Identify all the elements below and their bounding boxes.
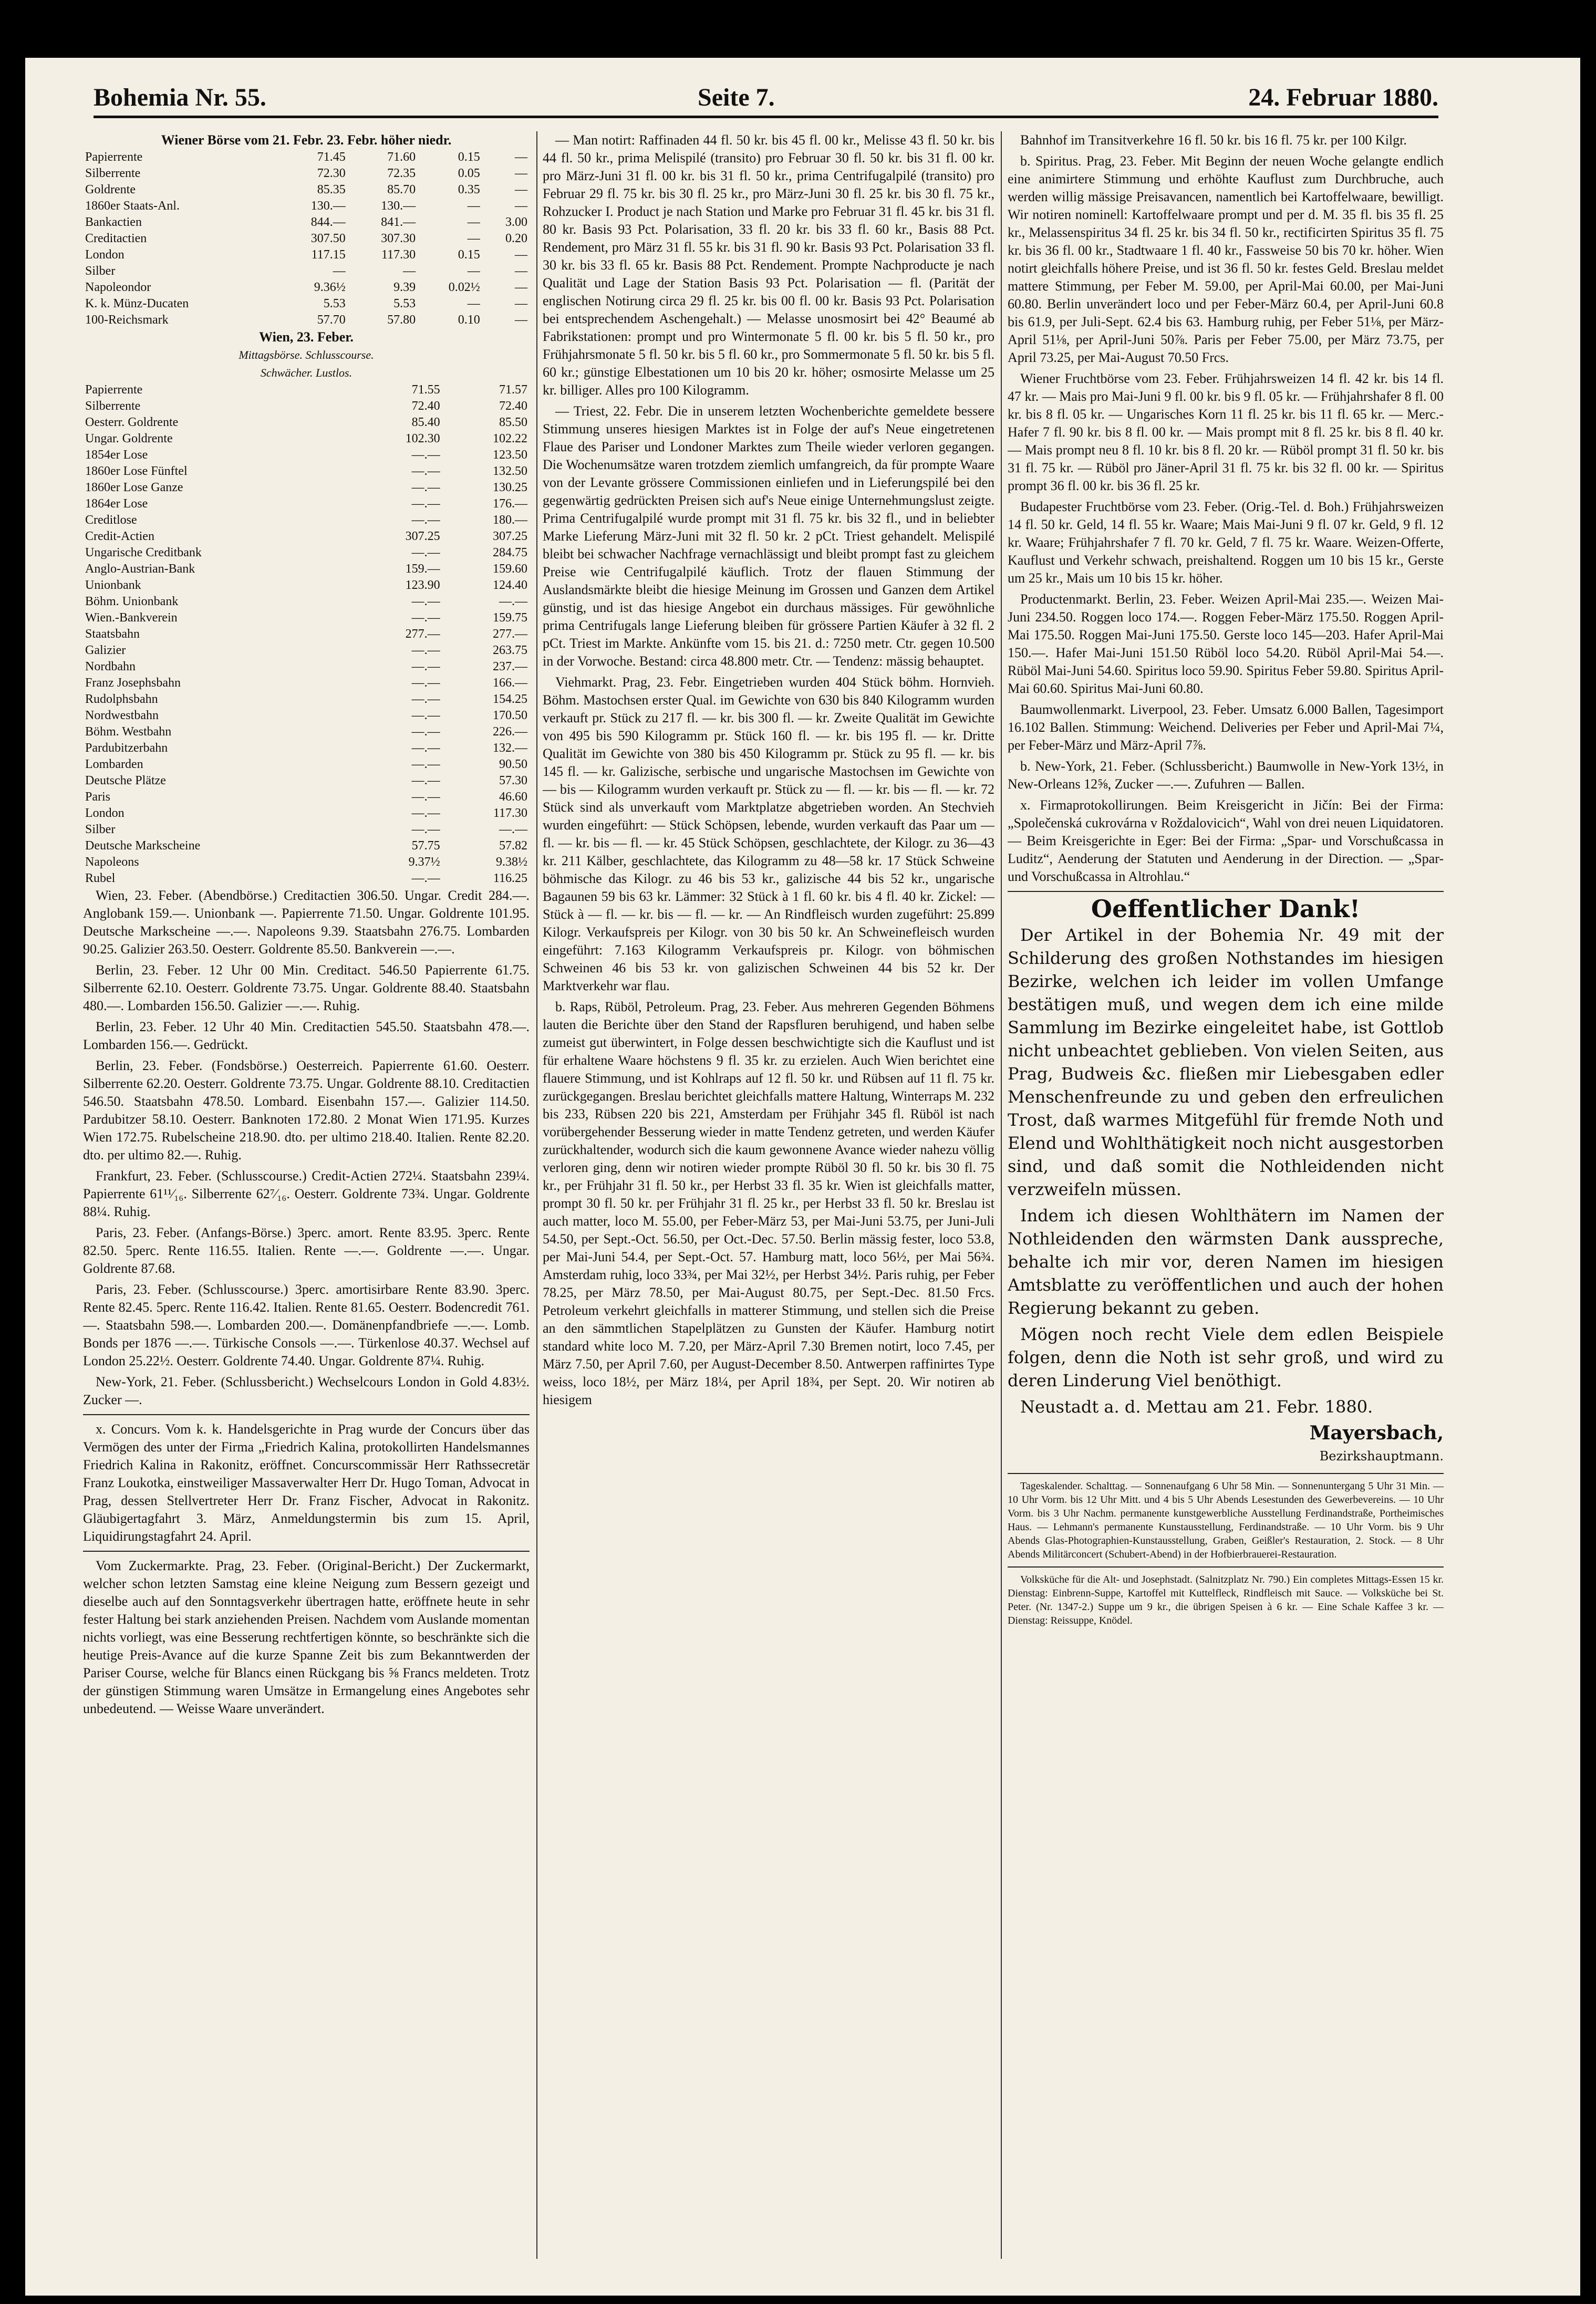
table-row: [83, 610, 530, 626]
table-row: [83, 382, 530, 398]
quote-value: 159.—: [405, 562, 440, 576]
quote-value: 132.50: [493, 464, 527, 478]
security-name: London: [85, 248, 125, 262]
security-name: 1860er Lose Fünftel: [85, 464, 188, 478]
table-row: [83, 398, 530, 414]
quote-value: 159.75: [493, 611, 527, 625]
security-name: 1860er Lose Ganze: [85, 481, 183, 494]
quote-value: —: [467, 232, 480, 245]
quote-value: —: [515, 264, 527, 278]
article-paragraph: b. New-York, 21. Feber. (Schlussbericht.) Baumwolle in New-York 13½, in New-Orleans 12⅝, Zucker —.—. Zufuhren — Ballen.: [1008, 759, 1444, 792]
public-thanks-place: Neustadt a. d. Mettau am 21. Febr. 1880.: [1020, 1397, 1373, 1417]
security-name: Goldrente: [85, 183, 136, 196]
wien-subtitle-2: Schwächer. Lustlos.: [260, 366, 353, 379]
article-paragraph: Productenmarkt. Berlin, 23. Feber. Weizen April-Mai 235.—. Weizen Mai-Juni 234.50. Roggen loco 174.—. Roggen Feber-März 175.50. Roggen April-Mai 175.50. Roggen Mai-Juni 175.50. Gerste loco 145—203. Hafer April-Mai 150.—. Hafer Mai-Juni 151.50 Rüböl loco 54.20. Rüböl April-Mai 54.—. Rüböl Mai-Juni 54.60. Spiritus loco 59.90. Spiritus Feber 59.80. Spiritus April-Mai 60.60. Spiritus Mai-Juni 60.80.: [1008, 591, 1444, 696]
quote-value: —.—: [411, 644, 440, 657]
quote-value: 132.—: [493, 741, 527, 755]
volkskueche-notice: Volksküche für die Alt- und Josephstadt. (Salnitzplatz Nr. 790.) Ein completes Mittags-Essen 15 kr. Dienstag: Einbrenn-Suppe, Kartoffel mit Kuttelfleck, Rindfleisch mit Sauce. — Volksküche bei St. Peter. (Nr. 1347-2.) Suppe um 9 kr., die übrigen Speisen à 6 kr. — Eine Schale Kaffee 3 kr. — Dienstag: Reissuppe, Knödel.: [1008, 1574, 1444, 1626]
article-paragraph: Wien, 23. Feber. (Abendbörse.) Creditactien 306.50. Ungar. Credit 284.—. Anglobank 159.—. Unionbank —. Papierrente 71.50. Ungar. Goldrente 101.95. Deutsche Markscheine —.—. Napoleons 9.39. Staatsbahn 276.75. Lombarden 90.25. Galizier 263.50. Oesterr. Goldrente 85.50. Bankverein —.—.: [83, 888, 530, 957]
quote-value: 90.50: [499, 757, 527, 771]
quote-value: —: [515, 313, 527, 327]
quote-value: —.—: [411, 595, 440, 608]
table-row: [83, 296, 530, 312]
quote-value: —.—: [411, 660, 440, 673]
quote-value: 117.30: [381, 248, 416, 262]
quote-value: 130.25: [493, 481, 527, 494]
divider: [1008, 1473, 1444, 1474]
security-name: Unionbank: [85, 578, 141, 592]
column-divider: [536, 131, 537, 2259]
quote-value: 85.35: [317, 183, 346, 196]
table-row: [83, 773, 530, 789]
article-paragraph: — Triest, 22. Febr. Die in unserem letzten Wochenberichte gemeldete bessere Stimmung unseres hiesigen Marktes ist in Folge der auf's Neue eingetretenen Flaue des Pariser und Londoner Marktes zum Theile wieder verloren gegangen. Die Wochenumsätze waren trotzdem ziemlich umfangreich, da für prompte Waare von der Levante grössere Commissionen einliefen und in Lieferungspilé bei den gegenwärtig gedrückten Preisen sich auf's Neue einige Unternehmungslust zeigte. Prima Centrifugalpilé wurde prompt mit 31 fl. 75 kr. bis 32 fl., und in beliebter Marke Lieferung März-Juni mit 32 fl. 50 kr. 2 pCt. Triest gehandelt. Melispilé bleibt bei schwacher Nachfrage vernachlässigt und bleibt prompt fast zu gleichem Preise wie Centrifugalpilé käuflich. Trotz der flauen Stimmung der Auslandsmärkte bleibt die hiesige Meinung im Grossen und Ganzen dem Artikel günstig, und ist das hiesige Angebot ein durchaus mässiges. Für gewöhnliche prima Centrifugals lange Lieferung bleiben für grössere Partien Käufer à 32 fl. 2 pCt. Triest im Markte. Ankünfte vom 15. bis 21. d.: 7250 metr. Ctr. gegen 10.500 in der Vorwoche. Bestand: circa 48.800 metr. Ctr. — Tendenz: mässig behauptet.: [543, 403, 994, 669]
security-name: 100-Reichsmark: [85, 313, 169, 327]
table-row: [83, 642, 530, 659]
security-name: Nordbahn: [85, 660, 136, 673]
quote-value: 85.40: [411, 416, 440, 429]
security-name: Silber: [85, 823, 116, 836]
column-1: [83, 131, 530, 2259]
quote-value: 9.37½: [408, 855, 440, 869]
wien-title: Wien, 23. Feber.: [259, 329, 354, 345]
quote-value: 0.20: [505, 232, 527, 245]
quote-value: 117.15: [311, 248, 346, 262]
issue-date: 24. Februar 1880.: [1248, 84, 1438, 111]
article-paragraph: Paris, 23. Feber. (Anfangs-Börse.) 3perc. amort. Rente 83.95. 3perc. Rente 82.50. 5perc. Rente 116.55. Italien. Rente —.—. Goldrente —.—. Ungar. Goldrente 87.68.: [83, 1225, 530, 1276]
quote-value: 166.—: [493, 676, 527, 690]
quote-value: —.—: [411, 676, 440, 690]
quote-value: —: [515, 297, 527, 310]
quote-value: —.—: [499, 823, 527, 836]
quote-value: —.—: [411, 725, 440, 739]
quote-value: —.—: [411, 611, 440, 625]
quote-value: —: [515, 248, 527, 262]
zuckermarkt-report: Vom Zuckermarkte. Prag, 23. Feber. (Original-Bericht.) Der Zuckermarkt, welcher schon letzten Samstag eine kleine Neigung zum Bessern gezeigt und dieselbe auch auf den Sonntagsverkehr übertragen hatte, eröffnete heute in sehr fester Haltung bei stark anziehenden Preisen. Nachdem vom Auslande momentan nichts vorliegt, was eine Besserung rechtfertigen könnte, so beschränkte sich die heutige Preis-Avance auf die kurze Spanne Zeit bis zum Bekanntwerden der Pariser Course, welche für Blancs einen Rückgang bis ⅝ Francs meldeten. Trotz der günstigen Stimmung waren Umsätze in Ermangelung eines Angebotes sehr unbedeutend. — Weisse Waare unverändert.: [83, 1558, 530, 1716]
table-row: [83, 594, 530, 610]
masthead-issue: Bohemia Nr. 55.: [94, 84, 266, 111]
quote-value: 123.90: [405, 578, 440, 592]
article-paragraph: Budapester Fruchtbörse vom 23. Feber. (Orig.-Tel. d. Boh.) Frühjahrsweizen 14 fl. 50 kr. Geld, 14 fl. 55 kr. Waare; Mais Mai-Juni 9 fl. 07 kr. Geld, 9 fl. 12 kr. Waare; Frühjahrshafer 7 fl. 70 kr. Geld, 7 fl. 75 kr. Waare. Weizen-Offerte, Kauflust und Verkehr schwach, preishaltend. Roggen um 10 bis 15 kr., Gerste um 25 kr., Mais um 10 bis 15 kr. höher.: [1008, 499, 1444, 586]
quote-value: —: [515, 281, 527, 294]
table-row: [83, 740, 530, 756]
quote-value: 3.00: [505, 215, 527, 229]
table-row: [83, 577, 530, 594]
quote-value: —.—: [411, 709, 440, 722]
quote-value: 0.15: [458, 248, 480, 262]
table-row: [83, 838, 530, 854]
quote-value: 57.30: [499, 774, 527, 787]
quote-value: 237.—: [493, 660, 527, 673]
tageskalender: Tageskalender. Schalttag. — Sonnenaufgang 6 Uhr 58 Min. — Sonnenuntergang 5 Uhr 31 Min. — 10 Uhr Vorm. bis 12 Uhr Mitt. und 4 bis 5 Uhr Abends Lesestunden des Gewerbevereins. — 10 Uhr Vorm. bis 3 Uhr Nachm. permanente kunstgewerbliche Ausstellung Ferdinandstraße, Portheimisches Haus. — Lehmann's permanente Kunstausstellung, Ferdinandstraße. — 10 Uhr Vorm. bis 9 Uhr Abends Glas-Photographien-Kunstausstellung, Graben, Geißler's Restauration, 2. Stock. — 8 Uhr Abends Militärconcert (Schubert-Abend) in der Hofbierbrauerei-Restauration.: [1008, 1480, 1444, 1560]
security-name: Papierrente: [85, 383, 143, 397]
quote-value: 170.50: [493, 709, 527, 722]
quote-value: —.—: [411, 464, 440, 478]
quote-value: 57.70: [317, 313, 346, 327]
quote-value: 277.—: [405, 627, 440, 641]
security-name: Rudolphsbahn: [85, 692, 158, 706]
quote-value: —: [515, 183, 527, 196]
article-paragraph: Wiener Fruchtbörse vom 23. Feber. Frühjahrsweizen 14 fl. 42 kr. bis 14 fl. 47 kr. — Mais pro Mai-Juni 9 fl. 00 kr. bis 9 fl. 05 kr. — Frühjahrshafer 8 fl. 00 kr. bis 8 fl. 05 kr. — Ungarisches Korn 11 fl. 25 kr. bis 11 fl. 65 kr. — Merc.-Hafer 7 fl. 90 kr. bis 8 fl. 00 kr. — Mais prompt mit 8 fl. 25 kr. bis 8 fl. 40 kr. — Mais prompt neu 8 fl. 10 kr. bis 8 fl. 20 kr. — Rüböl prompt 31 fl. 50 kr. bis 31 fl. 75 kr. — Rüböl pro Jäner-April 31 fl. 75 kr. bis 32 fl. 00 kr. — Spiritus prompt 36 fl. 00 kr. bis 36 fl. 25 kr.: [1008, 371, 1444, 493]
quote-value: —: [403, 264, 416, 278]
quote-value: 841.—: [381, 215, 416, 229]
quote-value: 307.25: [405, 530, 440, 543]
security-name: Creditactien: [85, 232, 147, 245]
quote-value: 71.55: [411, 383, 440, 397]
table-row: [83, 247, 530, 263]
quote-value: 844.—: [310, 215, 346, 229]
security-name: Nordwestbahn: [85, 709, 159, 722]
security-name: Napoleondor: [85, 281, 151, 294]
market-reports: [543, 131, 994, 1409]
concurs-notice: x. Concurs. Vom k. k. Handelsgerichte in Prag wurde der Concurs über das Vermögen des unter der Firma „Friedrich Kalina, protokollirten Handelsmannes Friedrich Kalina in Rakonitz, eröffnet. Concurscommissär Herr Rathssecretär Franz Loukotka, einstweiliger Massaverwalter Herr Dr. Hugo Toman, Advocat in Prag, dessen Stellvertreter Herr Dr. Franz Fischer, Advocat in Rakonitz. Gläubigertagfahrt 3. März, Anmeldungstermin bis zum 15. April, Liquidirungstagfahrt 24. April.: [83, 1421, 530, 1544]
quote-value: 9.39: [393, 281, 416, 294]
security-name: Silberrente: [85, 399, 141, 413]
table-row: [83, 626, 530, 642]
quote-value: —.—: [411, 806, 440, 820]
page-number: Seite 7.: [698, 84, 775, 111]
quote-value: 85.50: [499, 416, 527, 429]
quote-value: 117.30: [493, 806, 527, 820]
security-name: Rubel: [85, 871, 116, 885]
quote-value: —.—: [411, 823, 440, 836]
quote-value: 9.38½: [496, 855, 527, 869]
security-name: Credit-Actien: [85, 530, 154, 543]
table-row: [83, 263, 530, 279]
table-row: [83, 724, 530, 740]
table-row: [83, 675, 530, 691]
quote-value: 123.50: [493, 448, 527, 462]
quote-value: 5.53: [323, 297, 346, 310]
security-name: Böhm. Unionbank: [85, 595, 179, 608]
quote-value: 176.—: [493, 497, 527, 511]
quote-value: —: [467, 264, 480, 278]
wiener-boerse-table: [83, 149, 530, 328]
quote-value: 307.30: [381, 232, 416, 245]
security-name: Ungarische Creditbank: [85, 546, 202, 559]
quote-value: —: [467, 215, 480, 229]
quote-value: 71.45: [317, 150, 346, 164]
quote-value: 102.30: [405, 432, 440, 445]
article-paragraph: — Man notirt: Raffinaden 44 fl. 50 kr. bis 45 fl. 00 kr., Melisse 43 fl. 50 kr. bis 44 fl. 50 kr., prima Melispilé (transito) pro Februar 30 fl. 50 kr. bis 31 fl. 00 kr. pro März-Juni 31 fl. 00 kr. bis 31 fl. 50 kr., prima Centrifugalpilé (transito) pro Februar 29 fl. 75 kr. bis 30 fl. 25 kr., pro März-Juni 30 fl. 25 kr. bis 30 fl. 75 kr., Rohzucker I. Product je nach Station und Marke pro Februar 31 fl. 45 kr. bis 31 fl. 80 kr. Basis 93 Pct. Polarisation, 33 fl. 20 kr. bis 33 fl. 60 kr., Basis 88 Pct. Rendement, pro März 31 fl. 55 kr. bis 31 fl. 90 kr. Basis 93 Pct. Polarisation 33 fl. 30 kr. bis 33 fl. 65 kr. Basis 88 Pct. Rendement. Prompte Nachproducte je nach Qualität und Lage der Station Basis 93 Pct. Polarisation — fl. (Parität der englischen Notirung circa 29 fl. 25 kr. bis 00 fl. 00 kr. Basis 93 Pct. Polarisation bei entsprechendem Aschengehalt.) — Melasse unosmosirt bei 42° Beaumé ab Fabrikstationen: prompt und pro Wintermonate 5 fl. 00 kr. bis 5 fl. 50 kr., pro Frühjahrsmonate 5 fl. 50 kr. bis 5 fl. 60 kr., pro Sommermonate 5 fl. 50 kr. bis 5 fl. 60 kr.; günstige Elbestationen um 10 bis 20 kr. höher; osmosirte Melasse um 25 kr. billiger. Alles pro 100 Kilogramm.: [543, 132, 994, 398]
article-paragraph: Berlin, 23. Feber. 12 Uhr 00 Min. Creditact. 546.50 Papierrente 61.75. Silberrente 62.10. Oesterr. Goldrente 73.75. Ungar. Goldrente 88.40. Staatsbahn 480.—. Lombarden 156.50. Galizier —.—. Ruhig.: [83, 962, 530, 1013]
security-name: Anglo-Austrian-Bank: [85, 562, 195, 576]
security-name: London: [85, 806, 125, 820]
quote-value: 226.—: [493, 725, 527, 739]
table-row: [83, 756, 530, 773]
security-name: Deutsche Plätze: [85, 774, 166, 787]
table-row: [83, 463, 530, 480]
table-row: [83, 414, 530, 431]
quote-value: —: [515, 167, 527, 180]
security-name: Oesterr. Goldrente: [85, 416, 179, 429]
security-name: K. k. Münz-Ducaten: [85, 297, 189, 310]
table-row: [83, 279, 530, 296]
article-paragraph: Bahnhof im Transitverkehre 16 fl. 50 kr. bis 16 fl. 75 kr. per 100 Kilgr.: [1020, 132, 1407, 148]
quote-value: —.—: [411, 513, 440, 527]
security-name: Böhm. Westbahn: [85, 725, 172, 739]
quote-value: 284.75: [493, 546, 527, 559]
column-divider: [1001, 131, 1002, 2259]
newspaper-page: [25, 58, 1580, 2296]
table-row: [83, 545, 530, 561]
table-row: [83, 659, 530, 675]
table-row: [83, 496, 530, 512]
quote-value: 57.82: [499, 839, 527, 853]
quote-value: 0.35: [458, 183, 480, 196]
quote-value: 0.05: [458, 167, 480, 180]
quote-value: 0.02½: [448, 281, 480, 294]
quote-value: —.—: [411, 497, 440, 511]
security-name: Paris: [85, 790, 110, 804]
security-name: Staatsbahn: [85, 627, 140, 641]
article-paragraph: Viehmarkt. Prag, 23. Febr. Eingetrieben wurden 404 Stück böhm. Hornvieh. Böhm. Mastochsen erster Qual. im Gewichte von 630 bis 840 Kilogramm wurden verkauft pr. Stück zu 217 fl. — kr. bis 300 fl. — kr. Zweite Qualität im Gewichte von 495 bis 590 Kilogramm pr. Stück 160 fl. — kr. bis 195 fl. — kr. Dritte Qualität im Gewichte von 380 bis 450 Kilogramm pr. Stück zu 95 fl. — kr. bis 145 fl. — kr. Galizische, serbische und ungarische Mastochsen im Gewichte von — bis — Kilogramm wurden verkauft pr. Stück zu — fl. — kr. bis — fl. — kr. 72 Stück sind als unverkauft vom Marktplatze abgetrieben worden. An Stechvieh wurden eingeführt: — Stück Schöpsen, lebende, wurden verkauft das Paar um — fl. — kr. bis — fl. — kr. 45 Stück Schöpsen, geschlachtete, der Kilogr. zu 36—43 kr. 211 Kälber, geschlachtete, das Kilogramm zu 48—58 kr. 17 Stück Schweine böhmische das Kilogr. zu 46 bis 53 kr., galizische 44 bis 52 kr., ungarische Bagaunen 59 bis 63 kr. Lämmer: 32 Stück à 1 fl. 60 kr. bis 4 fl. 40 kr. Zickel: — Stück à — fl. — kr. bis — fl. — kr. — An Rindfleisch wurden zugeführt: 25.899 Kilogr. Verkaufspreis per Kilogr. von 30 bis 50 kr. An Schweinefleisch wurden eingeführt: 7.163 Kilogramm Verkaufspreis pr. Kilogr. von böhmischen Schweinen 46 bis 53 kr. von galizischen Schweinen 44 bis 52 kr. Der Marktverkehr war flau.: [543, 674, 994, 993]
quote-value: 71.57: [499, 383, 527, 397]
quote-value: 72.40: [411, 399, 440, 413]
security-name: Pardubitzerbahn: [85, 741, 168, 755]
quote-value: —: [333, 264, 346, 278]
security-name: Deutsche Markscheine: [85, 839, 201, 853]
table-row: [83, 214, 530, 231]
column-3: [1008, 131, 1444, 2259]
article-paragraph: Mögen noch recht Viele dem edlen Beispiele folgen, denn die Noth ist sehr groß, und wird zu deren Linderung Viel benöthigt.: [1008, 1324, 1444, 1390]
quote-value: 263.75: [493, 644, 527, 657]
table-row: [83, 789, 530, 805]
article-paragraph: Paris, 23. Feber. (Schlusscourse.) 3perc. amortisirbare Rente 83.90. 3perc. Rente 82.45. 5perc. Rente 116.42. Italien. Rente 81.65. Oesterr. Bodencredit 761.—. Staatsbahn 598.—. Lombarden 200.—. Domänenpfandbriefe —.—. Lomb. Bonds per 1876 —.—. Türkische Consols —.—. Türkenlose 40.37. Wechsel auf London 25.22½. Oesterr. Goldrente 74.40. Ungar. Goldrente 87¼. Ruhig.: [83, 1282, 530, 1368]
security-name: 1860er Staats-Anl.: [85, 199, 180, 213]
public-thanks-notice: [1008, 897, 1444, 1468]
table-row: [83, 447, 530, 463]
quote-value: —.—: [411, 757, 440, 771]
table-row: [83, 231, 530, 247]
quote-value: —.—: [411, 692, 440, 706]
table-row: [83, 149, 530, 165]
market-reports-2: [1008, 131, 1444, 886]
article-paragraph: b. Spiritus. Prag, 23. Feber. Mit Beginn der neuen Woche gelangte endlich eine animirtere Stimmung und erhöhte Kauflust zum Durchbruche, auch werden willig mässige Preisavancen, namentlich bei Kartoffelwaare, bewilligt. Wir notiren nominell: Kartoffelwaare prompt und per d. M. 35 fl. bis 35 fl. 25 kr., Melassenspiritus 34 fl. 25 kr. bis 34 fl. 50 kr., rectificirten Spiritus 35 fl. 75 kr. bis 36 fl. 00 kr., Stadtwaare 1 fl. 40 kr., Fassweise 50 bis 70 kr. höher. Wien notirt gleichfalls höhere Preise, und ist 36 fl. 50 kr. festes Geld. Breslau meldet mattere Stimmung, per Feber M. 59.00, per April-Mai 60.00, per Mai-Juni 60.80. Berlin unverändert loco und per Feber-März 60.4, per April-Juni 60.8 bis 61.9, per Juli-Sept. 62.4 bis 63. Hamburg ruhig, per Feber 51⅛, per März-April 51⅛, per April-Juni 50⅞. Paris per Feber 75.00, per März 73.75, per April 73.25, per Mai-August 70.50 Frcs.: [1008, 153, 1444, 365]
security-name: Ungar. Goldrente: [85, 432, 173, 445]
security-name: Wien.-Bankverein: [85, 611, 178, 625]
article-paragraph: Indem ich diesen Wohlthätern im Namen der Nothleidenden den wärmsten Dank ausspreche, behalte ich mir vor, deren Namen im hiesigen Amtsblatte zu veröffentlichen und auch der hohen Regierung bekannt zu geben.: [1008, 1206, 1444, 1318]
security-name: Franz Josephsbahn: [85, 676, 181, 690]
quote-value: 307.25: [493, 530, 527, 543]
security-name: Bankactien: [85, 215, 142, 229]
article-paragraph: Berlin, 23. Feber. 12 Uhr 40 Min. Creditactien 545.50. Staatsbahn 478.—. Lombarden 156.—. Gedrückt.: [83, 1019, 530, 1052]
article-paragraph: Berlin, 23. Feber. (Fondsbörse.) Oesterreich. Papierrente 61.60. Oesterr. Silberrente 62.20. Oesterr. Goldrente 73.75. Ungar. Goldrente 88.10. Creditactien 546.50. Staatsbahn 478.50. Lombard. Eisenbahn 157.—. Galizier 114.50. Pardubitzer 58.10. Oesterr. Banknoten 172.80. 2 Monat Wien 171.95. Kurzes Wien 172.75. Rubelscheine 218.90. dto. per ultimo 218.40. Italien. Rente 82.20. dto. per ultimo 82.—. Ruhig.: [83, 1058, 530, 1163]
security-name: Lombarden: [85, 757, 143, 771]
quote-value: 71.60: [387, 150, 416, 164]
quote-value: 72.40: [499, 399, 527, 413]
table-row: [83, 708, 530, 724]
quote-value: —.—: [411, 448, 440, 462]
table-row: [83, 480, 530, 496]
security-name: Silberrente: [85, 167, 141, 180]
table-row: [83, 854, 530, 870]
quote-value: —: [515, 150, 527, 164]
article-paragraph: Frankfurt, 23. Feber. (Schlusscourse.) Credit-Actien 272¼. Staatsbahn 239¼. Papierrente 61¹¹⁄₁₆. Silberrente 62⁷⁄₁₆. Oesterr. Goldrente 73¾. Ungar. Goldrente 88¼. Ruhig.: [83, 1168, 530, 1219]
wiener-boerse-title: Wiener Börse vom 21. Febr. 23. Febr. höher niedr.: [161, 132, 452, 148]
divider: [1008, 1566, 1444, 1568]
article-paragraph: New-York, 21. Feber. (Schlussbericht.) Wechselcours London in Gold 4.83½. Zucker —.: [83, 1374, 530, 1407]
public-thanks-title: Oeffentlicher Dank!: [1091, 895, 1361, 923]
quote-value: 0.15: [458, 150, 480, 164]
table-row: [83, 198, 530, 214]
security-name: Silber: [85, 264, 116, 278]
quote-value: —.—: [411, 481, 440, 494]
quote-value: —.—: [499, 595, 527, 608]
table-row: [83, 431, 530, 447]
quote-value: —.—: [411, 790, 440, 804]
quote-value: 85.70: [387, 183, 416, 196]
quote-value: —: [467, 199, 480, 213]
quote-value: 72.30: [317, 167, 346, 180]
quote-value: 72.35: [387, 167, 416, 180]
table-row: [83, 165, 530, 182]
quote-value: 277.—: [493, 627, 527, 641]
exchange-reports: [83, 887, 530, 1409]
quote-value: 57.75: [411, 839, 440, 853]
quote-value: 154.25: [493, 692, 527, 706]
article-paragraph: Der Artikel in der Bohemia Nr. 49 mit der Schilderung des großen Nothstandes im hiesigen Bezirke, welchen ich leider im vollen Umfange bestätigen muß, und wegen dem ich eine milde Sammlung im Bezirke eingeleitet habe, ist Gottlob nicht unbeachtet geblieben. Von vielen Seiten, aus Prag, Budweis &c. fließen mir Liebesgaben edler Menschenfreunde zu und geben den erfreulichen Trost, daß warmes Mitgefühl für fremde Noth und Elend und Wohlthätigkeit noch nicht ausgestorben sind, und daß somit die Nothleidenden nicht verzweifeln müssen.: [1008, 925, 1444, 1199]
public-thanks-body: [1008, 923, 1444, 1392]
public-thanks-role: Bezirkshauptmann.: [1319, 1449, 1444, 1464]
table-row: [83, 528, 530, 545]
table-row: [83, 182, 530, 198]
quote-value: 0.10: [458, 313, 480, 327]
quote-value: —.—: [411, 774, 440, 787]
table-row: [83, 691, 530, 708]
quote-value: 130.—: [381, 199, 416, 213]
quote-value: —.—: [411, 741, 440, 755]
quote-value: —.—: [411, 871, 440, 885]
table-row: [83, 512, 530, 528]
wien-table: [83, 382, 530, 887]
security-name: Galizier: [85, 644, 126, 657]
quote-value: 116.25: [493, 871, 527, 885]
page-header: [94, 79, 1438, 118]
quote-value: —.—: [411, 546, 440, 559]
security-name: Napoleons: [85, 855, 139, 869]
quote-value: 102.22: [493, 432, 527, 445]
quote-value: 180.—: [493, 513, 527, 527]
quote-value: 307.50: [310, 232, 346, 245]
quote-value: 124.40: [493, 578, 527, 592]
quote-value: 5.53: [393, 297, 416, 310]
security-name: Papierrente: [85, 150, 143, 164]
table-row: [83, 870, 530, 887]
quote-value: 9.36½: [314, 281, 346, 294]
quote-value: 46.60: [499, 790, 527, 804]
security-name: Creditlose: [85, 513, 137, 527]
wien-subtitle: Mittagsbörse. Schlusscourse.: [239, 348, 374, 361]
divider: [83, 1551, 530, 1552]
quote-value: —: [515, 199, 527, 213]
table-row: [83, 561, 530, 577]
divider: [83, 1414, 530, 1415]
column-2: [543, 131, 994, 2259]
article-paragraph: Baumwollenmarkt. Liverpool, 23. Feber. Umsatz 6.000 Ballen, Tagesimport 16.102 Ballen. Stimmung: Weichend. Deliveries per Feber und April-Mai 7¼, per Feber-März und März-April 7⅞.: [1008, 702, 1444, 753]
security-name: 1854er Lose: [85, 448, 148, 462]
article-paragraph: b. Raps, Rüböl, Petroleum. Prag, 23. Feber. Aus mehreren Gegenden Böhmens lauten die Berichte über den Stand der Rapsfluren beruhigend, und haben selbe zumeist gut überwintert, in Folge dessen beschwichtigte sich die Kauflust und ist für erhaltene Waare höchstens 9 fl. 35 kr. zu erzielen. Auch Wien berichtet eine flauere Stimmung, und ist Kohlraps auf 12 fl. 50 kr. und Rübsen auf 11 fl. 75 kr. zurückgegangen. Breslau berichtet gleichfalls mattere Haltung, Winterraps M. 232 bis 233, Rübsen 220 bis 221, Amsterdam per Frühjahr 345 fl. Rüböl ist nach vorübergehender Besserung wieder in matte Tendenz getreten, und werden Käufer zurückhaltender, wodurch sich die kaum gewonnene Avance wieder nahezu völlig verloren ging, denn wir notiren wieder prompte Rüböl 30 fl. 50 kr. bis 30 fl. 75 kr., per Frühjahr 31 fl. 50 kr., per Herbst 33 fl. 35 kr. Wien ist gleichfalls matter, prompt 30 fl. 50 kr. per Frühjahr 31 fl. 25 kr., per Herbst 33 fl. 50 kr. Breslau ist auch matter, loco M. 55.00, per Feber-März 53, per Mai-Juni 53.75, per Juni-Juli 54.50, per Sept.-Oct. 56.50, per Oct.-Dec. 57.50. Berlin mässig fester, loco 53.8, per Mai-Juni 54.4, per Sept.-Oct. 57. Hamburg matt, loco 56½, per Mai 56¾. Amsterdam ruhig, loco 33¾, per Mai 32½, per Herbst 34½. Paris ruhig, per Feber 78.25, per März 78.50, per Mai-August 80.75, per Sept.-Dec. 81.50 Frcs. Petroleum verkehrt gleichfalls in matterer Stimmung, und stellen sich die Preise an den sämmtlichen Stapelplätzen zu Gunsten der Käufer. Hamburg notirt standard white loco M. 7.20, per März-April 7.30 Bremen notirt, loco 7.45, per März 7.50, per April 7.60, per August-December 8.50. Antwerpen raffinirtes Type weiss, loco 18½, per März 18¼, per April 18¾, per Sept. 20. Wir notiren ab hiesigem: [543, 999, 994, 1407]
quote-value: —: [467, 297, 480, 310]
table-row: [83, 805, 530, 822]
public-thanks-signature: Mayersbach,: [1309, 1422, 1444, 1444]
security-name: 1864er Lose: [85, 497, 148, 511]
article-paragraph: x. Firmaprotokollirungen. Beim Kreisgericht in Jičín: Bei der Firma: „Společenská cukrovárna v Roždalovicich“, Wahl von drei neuen Liquidatoren. — Beim Kreisgerichte in Eger: Bei der Firma: „Spar- und Vorschußcassa in Luditz“, Aenderung der Statuten und Aenderung in der Direction. — „Spar- und Vorschußcassa in Altrohlau.“: [1008, 797, 1444, 884]
quote-value: 159.60: [493, 562, 527, 576]
quote-value: 57.80: [387, 313, 416, 327]
divider: [1008, 891, 1444, 892]
table-row: [83, 822, 530, 838]
table-row: [83, 312, 530, 328]
quote-value: 130.—: [310, 199, 346, 213]
